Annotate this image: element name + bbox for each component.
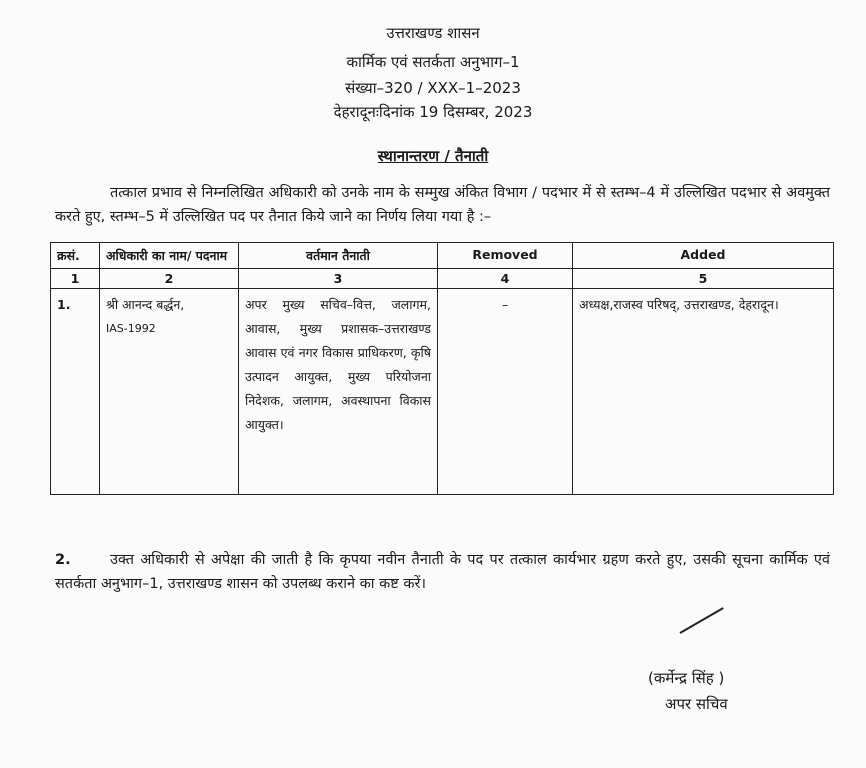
cell-current-posting: अपर मुख्य सचिव–वित्त, जलागम, आवास, मुख्य प्रशासक–उत्तराखण्ड आवास एवं नगर विकास प्राधिकरण, कृषि उत्पादन आयुक्त, मुख्य परियोजना निदेशक, जलागम, अवस्थापना विकास आयुक्त। bbox=[239, 289, 438, 495]
order-paragraph-1: तत्काल प्रभाव से निम्नलिखित अधिकारी को उनके नाम के सम्मुख अंकित विभाग / पदभार में से स्तम्भ–4 में उल्लिखित पदभार से अवमुक्त करते हुए, स्तम्भ–5 में उल्लिखित पद पर तैनात किये जाने का निर्णय लिया गया है :– bbox=[55, 185, 830, 225]
cell-sno: 1. bbox=[51, 289, 100, 495]
cell-officer bbox=[100, 289, 239, 495]
cell-removed: – bbox=[438, 289, 573, 495]
officer-name: श्री आनन्द बर्द्धन, bbox=[106, 297, 185, 312]
col-number: 1 bbox=[51, 269, 100, 289]
officer-service: IAS-1992 bbox=[106, 322, 156, 335]
col-number: 4 bbox=[438, 269, 573, 289]
signatory-name: (कर्मेन्द्र सिंह ) bbox=[648, 669, 725, 687]
table-header-row bbox=[51, 243, 834, 269]
cell-added: अध्यक्ष,राजस्व परिषद्, उत्तराखण्ड, देहरादून। bbox=[573, 289, 834, 495]
paragraph-2-text: उक्त अधिकारी से अपेक्षा की जाती है कि कृपया नवीन तैनाती के पद पर तत्काल कार्यभार ग्रहण करते हुए, उसकी सूचना कार्मिक एवं सतर्कता अनुभाग–1, उत्तराखण्ड शासन को उपलब्ध कराने का कष्ट करें। bbox=[55, 552, 830, 592]
header-department: कार्मिक एवं सतर्कता अनुभाग–1 bbox=[346, 53, 520, 71]
col-header-removed: Removed bbox=[438, 243, 573, 269]
col-header-sno: क्रसं. bbox=[51, 243, 100, 269]
header-government: उत्तराखण्ड शासन bbox=[386, 24, 480, 42]
col-number: 2 bbox=[100, 269, 239, 289]
col-header-current: वर्तमान तैनाती bbox=[239, 243, 438, 269]
subject-heading: स्थानान्तरण / तैनाती bbox=[377, 147, 489, 165]
paragraph-number: 2. bbox=[55, 552, 71, 568]
signature-mark bbox=[680, 607, 724, 634]
col-header-added: Added bbox=[573, 243, 834, 269]
header-date: देहरादूनःदिनांक 19 दिसम्बर, 2023 bbox=[333, 103, 533, 121]
signatory-designation: अपर सचिव bbox=[665, 695, 728, 713]
header-number: संख्या–320 / XXX–1–2023 bbox=[345, 79, 521, 97]
col-header-officer: अधिकारी का नाम/ पदनाम bbox=[100, 243, 239, 269]
col-number: 5 bbox=[573, 269, 834, 289]
transfer-table bbox=[50, 242, 834, 495]
table-row bbox=[51, 289, 834, 495]
order-paragraph-2 bbox=[55, 548, 830, 596]
col-number: 3 bbox=[239, 269, 438, 289]
table-number-row bbox=[51, 269, 834, 289]
